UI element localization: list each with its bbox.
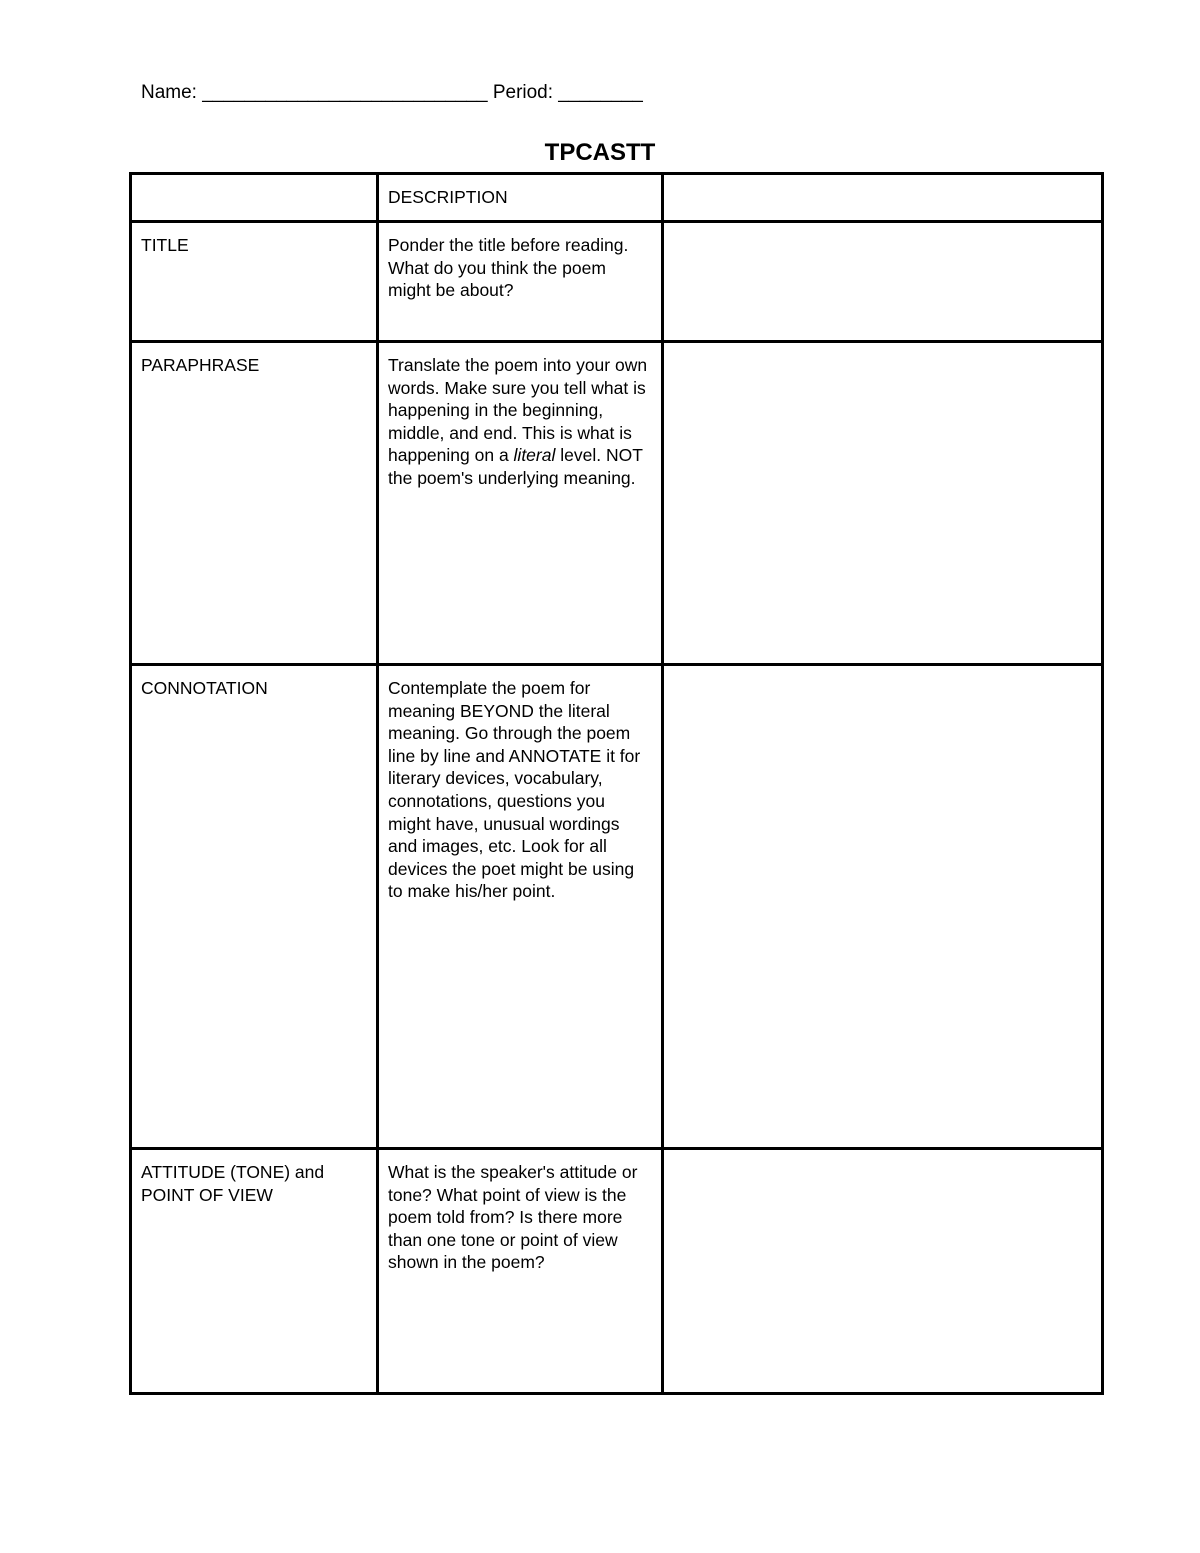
table-row (131, 222, 1103, 342)
row-description-attitude: What is the speaker's attitude or tone? What point of view is the poem told from? Is there more than one tone or point of view shown in the poem? (378, 1149, 663, 1394)
row-description-paraphrase (378, 342, 663, 665)
response-cell-title[interactable] (663, 222, 1103, 342)
response-cell-attitude[interactable] (663, 1149, 1103, 1394)
row-label-attitude: ATTITUDE (TONE) and POINT OF VIEW (131, 1149, 378, 1394)
row-description-connotation: Contemplate the poem for meaning BEYOND the literal meaning. Go through the poem line by line and ANNOTATE it for literary devices, vocabulary, connotations, questions you might have, unusual wordings and images, etc. Look for all devices the poet might be using to make his/her point. (378, 665, 663, 1149)
row-label-connotation: CONNOTATION (131, 665, 378, 1149)
name-period-line: Name: ___________________________ Period: ________ (141, 82, 643, 103)
table-row (131, 1149, 1103, 1394)
worksheet-title: TPCASTT (544, 139, 656, 166)
response-cell-paraphrase[interactable] (663, 342, 1103, 665)
row-label-title: TITLE (131, 222, 378, 342)
row-label-paraphrase: PARAPHRASE (131, 342, 378, 665)
response-cell-connotation[interactable] (663, 665, 1103, 1149)
header-cell-description: DESCRIPTION (378, 174, 663, 222)
table-row (131, 665, 1103, 1149)
paraphrase-text-italic: literal (513, 445, 556, 466)
tpcastt-table (129, 172, 1104, 1395)
paraphrase-text-start: Translate the poem into your own words. Make sure you tell what is happening in the beginning, middle, and end. This is what is happening on a (388, 355, 648, 466)
table-row (131, 342, 1103, 665)
row-description-title: Ponder the title before reading. What do you think the poem might be about? (378, 222, 663, 342)
header-cell-blank (131, 174, 378, 222)
header-cell-response (663, 174, 1103, 222)
table-header-row (131, 174, 1103, 222)
paraphrase-text-end: level. NOT the poem's underlying meaning. (388, 445, 643, 488)
